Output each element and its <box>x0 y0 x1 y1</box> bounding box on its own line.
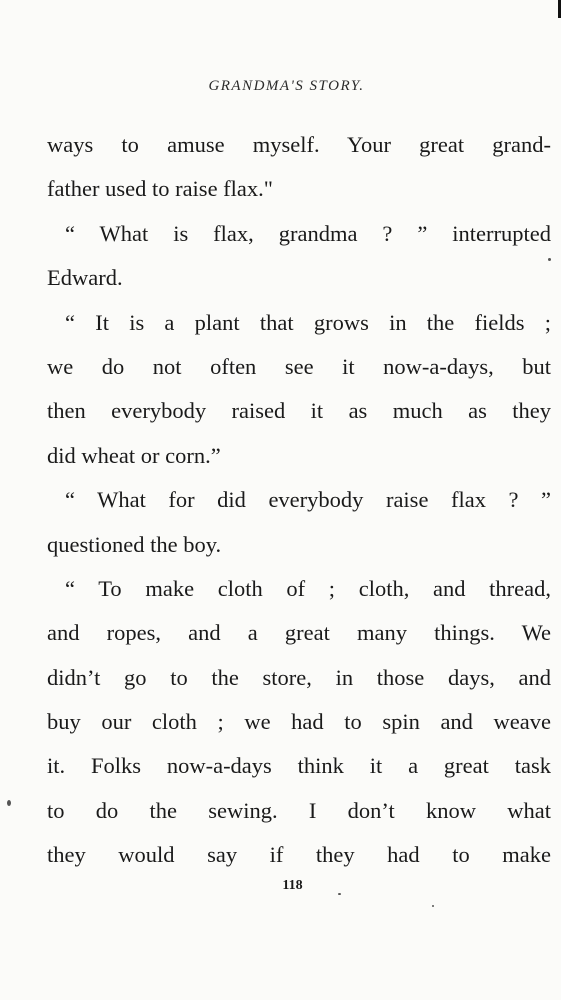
ink-speck <box>432 905 434 907</box>
text-line: ways to amuse myself. Your great grand- <box>47 132 551 157</box>
text-line: “ It is a plant that grows in the fields ; <box>65 309 551 335</box>
text-line: father used to raise flax." <box>47 176 273 202</box>
text-line: questioned the boy. <box>47 531 222 557</box>
running-head: GRANDMA'S STORY. <box>208 78 365 94</box>
text-line: then everybody raised it as much as they <box>47 398 551 424</box>
text-line: it. Folks now-a-days think it a great task <box>47 753 551 779</box>
text-line: “ What is flax, grandma ? ” interrupted <box>65 220 551 246</box>
text-line: didn’t go to the store, in those days, and <box>47 664 551 690</box>
text-line: they would say if they had to make <box>47 842 551 868</box>
ink-speck <box>7 800 11 806</box>
body-text <box>47 123 551 878</box>
text-line: buy our cloth ; we had to spin and weave <box>47 709 551 735</box>
page-number: 118 <box>282 878 303 893</box>
text-line: Edward. <box>47 265 123 291</box>
ink-speck <box>548 258 551 261</box>
text-line: to do the sewing. I don’t know what <box>47 797 551 823</box>
text-line: and ropes, and a great many things. We <box>47 620 551 646</box>
text-line: did wheat or corn.” <box>47 442 221 468</box>
text-line: “ To make cloth of ; cloth, and thread, <box>65 575 551 601</box>
ink-speck <box>338 893 341 895</box>
text-line: “ What for did everybody raise flax ? ” <box>65 487 551 513</box>
text-line: we do not often see it now-a-days, but <box>47 353 551 379</box>
